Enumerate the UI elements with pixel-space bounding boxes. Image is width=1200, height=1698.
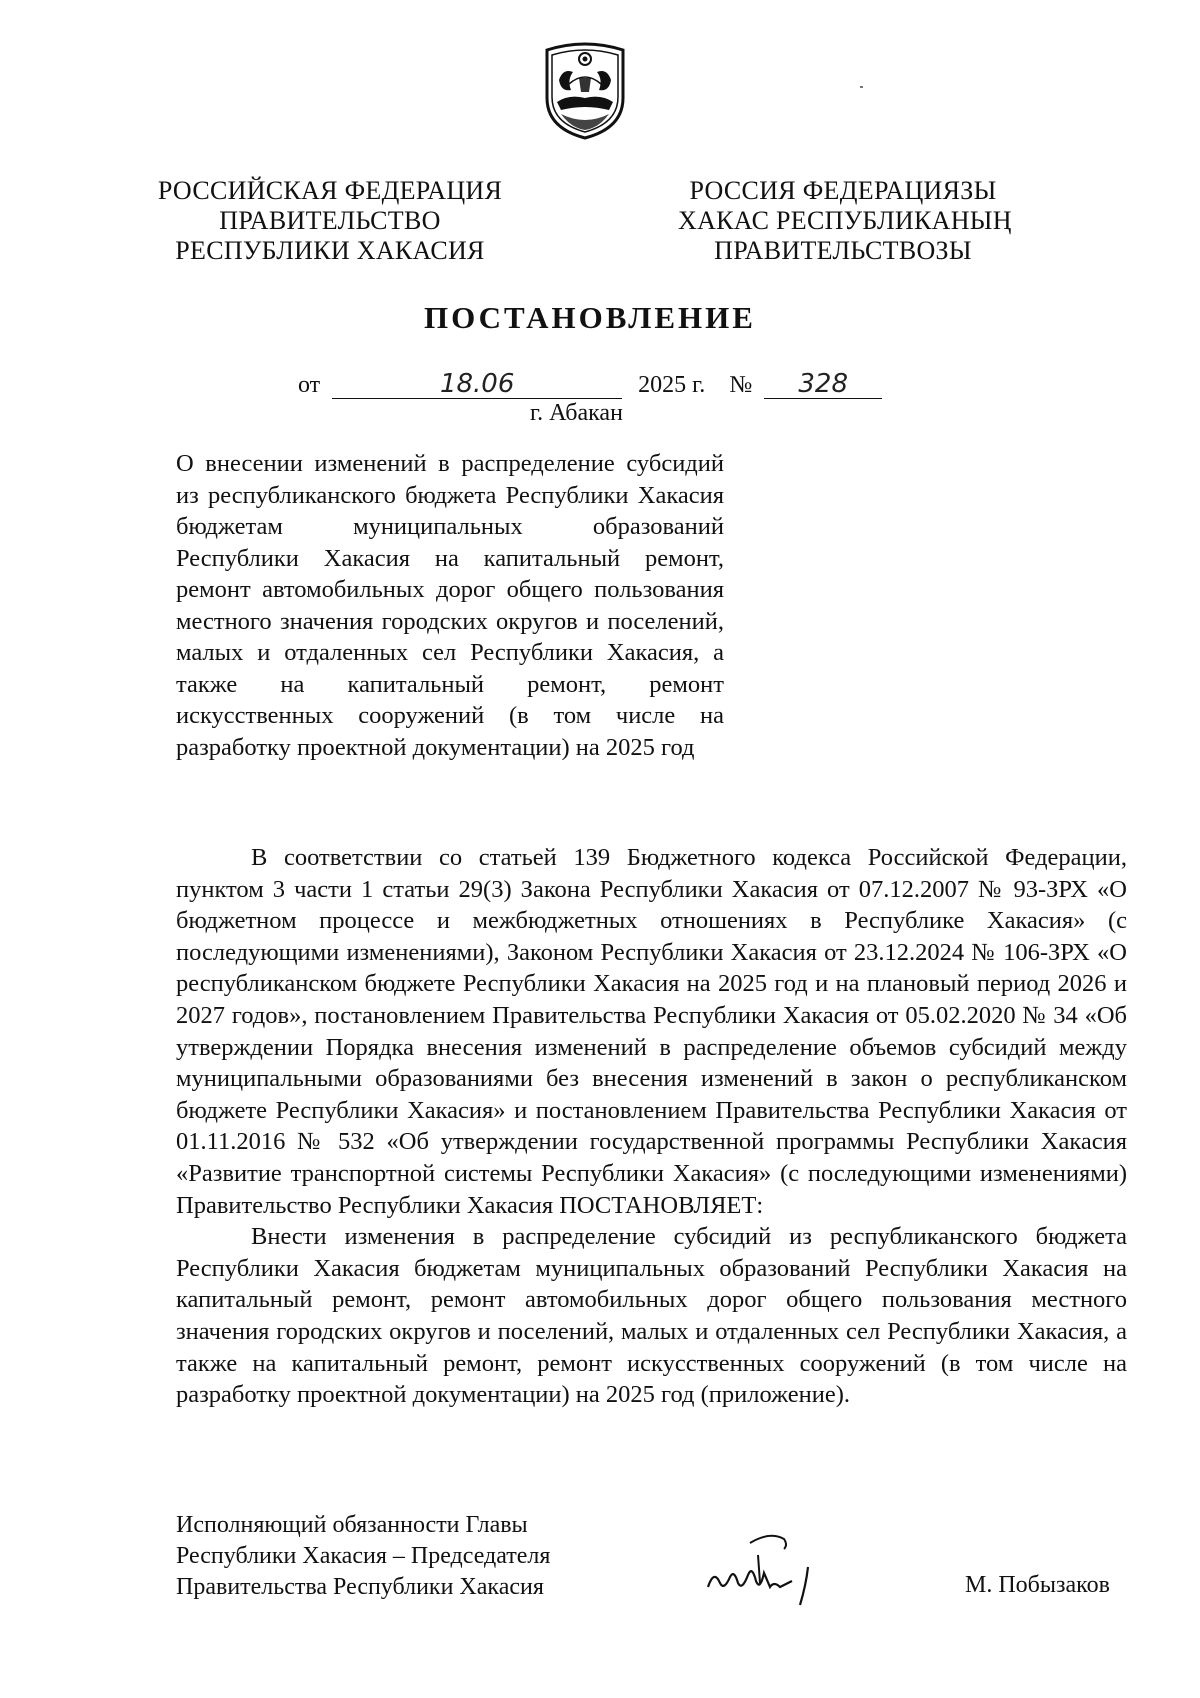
date-prefix: от	[298, 372, 321, 398]
document-type-title: ПОСТАНОВЛЕНИЕ	[424, 300, 756, 335]
signatory-position	[176, 1510, 550, 1603]
document-subject: О внесении изменений в распределение субсидий из республиканского бюджета Республики Хакасия бюджетам муниципальных образований Республики Хакасия на капитальный ремонт, ремонт автомобильных дорог общего пользования местного значения городских округов и поселений, малых и отдаленных сел Республики Хакасия, а также на капитальный ремонт, ремонт искусственных сооружений (в том числе на разработку проектной документации) на 2025 год	[176, 450, 724, 761]
header-left-line-1: РОССИЙСКАЯ ФЕДЕРАЦИЯ	[157, 176, 503, 205]
signatory-name: М. Побызаков	[965, 1572, 1110, 1598]
header-left-line-2: ПРАВИТЕЛЬСТВО	[219, 206, 441, 235]
handwritten-number: 328	[764, 370, 882, 399]
handwritten-signature	[700, 1525, 840, 1610]
city-label: г. Абакан	[530, 400, 623, 426]
document-body	[176, 842, 1127, 1411]
header-right-line-1: РОССИЯ ФЕДЕРАЦИЯЗЫ	[689, 176, 997, 205]
body-paragraph-2: Внести изменения в распределение субсидий из республиканского бюджета Республики Хакасия бюджетам муниципальных образований Республики Хакасия на капитальный ремонт, ремонт автомобильных дорог общего пользования местного значения городских округов и поселений, малых и отдаленных сел Республики Хакасия, а также на капитальный ремонт, ремонт искусственных сооружений (в том числе на разработку проектной документации) на 2025 год (приложение).	[176, 1223, 1127, 1409]
header-left-line-3: РЕСПУБЛИКИ ХАКАСИЯ	[175, 236, 485, 265]
body-paragraph-1: В соответствии со статьей 139 Бюджетного кодекса Российской Федерации, пунктом 3 части 1 статьи 29(3) Закона Республики Хакасия от 07.12.2007 № 93-ЗРХ «О бюджетном процессе и межбюджетных отношениях в Республике Хакасия» (с последующими изменениями), Законом Республики Хакасия от 23.12.2024 № 106-ЗРХ «О республиканском бюджете Республики Хакасия на 2025 год и на плановый период 2026 и 2027 годов», постановлением Правительства Республики Хакасия от 05.02.2020 № 34 «Об утверждении Порядка внесения изменений в распределение объемов субсидий между муниципальными образованиями без внесения изменений в закон о республиканском бюджете Республики Хакасия» и постановлением Правительства Республики Хакасия от 01.11.2016 № 532 «Об утверждении государственной программы Республики Хакасия «Развитие транспортной системы Республики Хакасия» (с последующими изменениями) Правительство Республики Хакасия ПОСТАНОВЛЯЕТ:	[176, 844, 1127, 1219]
header-right-block	[678, 176, 1012, 266]
header-left-block	[150, 176, 510, 266]
signatory-position-line-1: Исполняющий обязанности Главы	[176, 1512, 528, 1538]
number-label: №	[729, 372, 753, 398]
date-year: 2025 г.	[638, 372, 706, 398]
header-right-line-2: ХАКАС РЕСПУБЛИКАНЫҢ	[678, 206, 1012, 235]
handwritten-date: 18.06	[332, 370, 622, 399]
date-number-line	[298, 370, 882, 399]
header-right-line-3: ПРАВИТЕЛЬСТВОЗЫ	[714, 236, 972, 265]
coat-of-arms-emblem	[539, 40, 631, 140]
scan-speck	[860, 86, 863, 88]
signatory-position-line-2: Республики Хакасия – Председателя	[176, 1543, 551, 1569]
signatory-position-line-3: Правительства Республики Хакасия	[176, 1574, 544, 1600]
